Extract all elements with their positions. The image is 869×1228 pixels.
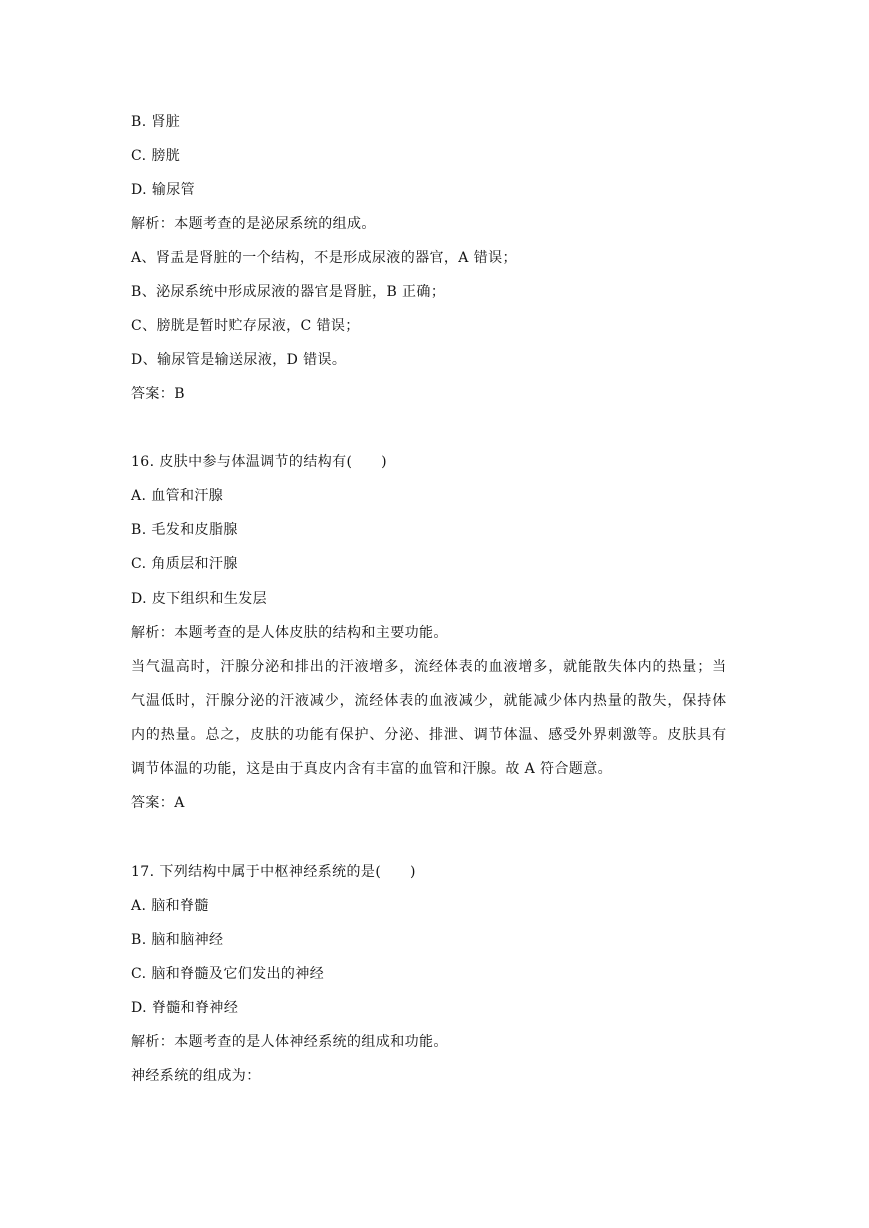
q15-analysis-title: 解析：本题考查的是泌尿系统的组成。: [131, 216, 376, 232]
q17-option-c: C. 脑和脊髓及它们发出的神经: [131, 966, 325, 982]
q15-analysis-line: D、输尿管是输送尿液，D 错误。: [131, 352, 347, 368]
q16-answer: 答案：A: [131, 795, 185, 811]
q15-analysis-line: A、肾盂是肾脏的一个结构，不是形成尿液的器官，A 错误；: [131, 250, 517, 266]
q16-analysis-line: 气温低时，汗腺分泌的汗液减少，流经体表的血液减少，就能减少体内热量的散失，保持体: [131, 693, 727, 709]
q15-analysis-line: B、泌尿系统中形成尿液的器官是肾脏，B 正确；: [131, 284, 446, 300]
q17-option-d: D. 脊髓和脊神经: [131, 1000, 239, 1016]
q15-answer: 答案：B: [131, 386, 185, 402]
q16-option-a: A. 血管和汗腺: [131, 488, 224, 504]
q16-analysis-title: 解析：本题考查的是人体皮肤的结构和主要功能。: [131, 625, 448, 641]
q17-analysis-line: 神经系统的组成为：: [131, 1068, 261, 1084]
q15-option-d: D. 输尿管: [131, 182, 196, 198]
q16-option-d: D. 皮下组织和生发层: [131, 591, 268, 607]
q16-analysis-line: 当气温高时，汗腺分泌和排出的汗液增多，流经体表的血液增多，就能散失体内的热量；当: [131, 659, 727, 675]
q17-analysis-title: 解析：本题考查的是人体神经系统的组成和功能。: [131, 1034, 448, 1050]
q15-analysis-line: C、膀胱是暂时贮存尿液，C 错误；: [131, 318, 360, 334]
q16-option-c: C. 角质层和汗腺: [131, 556, 238, 572]
q16-stem: 16. 皮肤中参与体温调节的结构有( ): [131, 454, 388, 470]
q16-analysis-line: 调节体温的功能，这是由于真皮内含有丰富的血管和汗腺。故 A 符合题意。: [131, 761, 613, 777]
q17-option-a: A. 脑和脊髓: [131, 898, 209, 914]
q15-option-b: B. 肾脏: [131, 114, 181, 130]
q16-analysis-line: 内的热量。总之，皮肤的功能有保护、分泌、排泄、调节体温、感受外界刺激等。皮肤具有: [131, 727, 727, 743]
q17-stem: 17. 下列结构中属于中枢神经系统的是( ): [131, 864, 416, 880]
q15-option-c: C. 膀胱: [131, 148, 181, 164]
q17-option-b: B. 脑和脑神经: [131, 932, 224, 948]
q16-option-b: B. 毛发和皮脂腺: [131, 522, 238, 538]
